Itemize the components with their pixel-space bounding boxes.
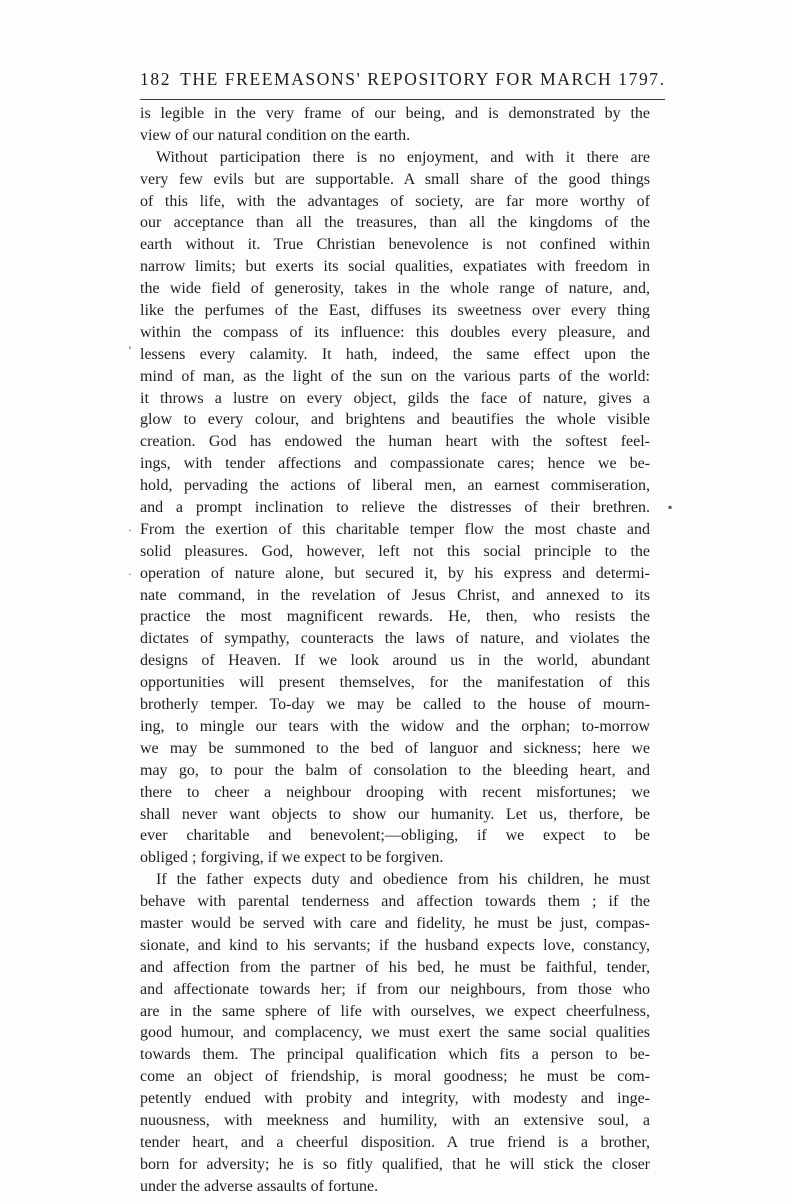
text-line: towards them. The principal qualification which fits a person to be- (140, 1046, 650, 1064)
text-line: Without participation there is no enjoyment, and with it there are (156, 148, 650, 166)
running-header (140, 69, 665, 90)
text-line: operation of nature alone, but secured it, by his express and determi- (140, 564, 650, 582)
text-line: ing, to mingle our tears with the widow and the orphan; to-morrow (140, 717, 650, 735)
text-line: it throws a lustre on every object, gilds the face of nature, gives a (140, 389, 650, 407)
text-line: opportunities will present themselves, for the manifestation of this (140, 674, 650, 692)
text-line: earth without it. True Christian benevolence is not confined within (140, 236, 650, 254)
header-rule (140, 99, 665, 100)
text-line: are in the same sphere of life with ourselves, we expect cheerfulness, (140, 1002, 650, 1020)
text-line: lessens every calamity. It hath, indeed, the same effect upon the (140, 345, 650, 363)
margin-speck: · (128, 523, 132, 537)
text-line: and affection from the partner of his bed, he must be faithful, tender, (140, 958, 650, 976)
text-line: If the father expects duty and obedience from his children, he must (156, 871, 650, 889)
text-line: the wide field of generosity, takes in the whole range of nature, and, (140, 280, 650, 298)
text-line: brotherly temper. To-day we may be called to the house of mourn- (140, 696, 650, 714)
text-line: within the compass of its influence: this doubles every pleasure, and (140, 323, 650, 341)
text-line: glow to every colour, and brightens and beautifies the whole visible (140, 411, 650, 429)
text-line: is legible in the very frame of our being, and is demonstrated by the (140, 105, 650, 122)
text-line: petently endued with probity and integrity, with modesty and inge- (140, 1090, 650, 1108)
text-line: narrow limits; but exerts its social qualities, expatiates with freedom in (140, 258, 650, 276)
text-line: like the perfumes of the East, diffuses its sweetness over every thing (140, 302, 650, 320)
text-line: born for adversity; he is so fitly qualified, that he will stick the closer (140, 1155, 650, 1173)
text-line: tender heart, and a cheerful disposition. A true friend is a brother, (140, 1133, 650, 1151)
text-line: master would be served with care and fidelity, he must be just, compas- (140, 914, 650, 932)
text-line: and a prompt inclination to relieve the distresses of their brethren. (140, 499, 650, 517)
text-line: hold, pervading the actions of liberal men, an earnest commiseration, (140, 477, 650, 495)
text-line: ings, with tender affections and compassionate cares; hence we be- (140, 455, 650, 473)
text-line: ever charitable and benevolent;—obliging, if we expect to be (140, 827, 650, 845)
text-line: mind of man, as the light of the sun on the various parts of the world: (140, 367, 650, 385)
text-line: designs of Heaven. If we look around us in the world, abundant (140, 652, 650, 670)
text-line: of this life, with the advantages of society, are far more worthy of (140, 192, 650, 210)
text-line: under the adverse assaults of fortune. (140, 1177, 379, 1195)
text-line: we may be summoned to the bed of languor and sickness; here we (140, 739, 650, 757)
text-line: nate command, in the revelation of Jesus Christ, and annexed to its (140, 586, 650, 604)
text-line: very few evils but are supportable. A small share of the good things (140, 170, 650, 188)
text-line: may go, to pour the balm of consolation to the bleeding heart, and (140, 761, 650, 779)
margin-speck: ▪ (668, 500, 673, 514)
text-line: there to cheer a neighbour drooping with recent misfortunes; we (140, 783, 650, 801)
text-line: practice the most magnificent rewards. He, then, who resists the (140, 608, 650, 626)
text-line: From the exertion of this charitable temper flow the most chaste and (140, 520, 650, 538)
margin-speck: · (128, 567, 132, 581)
text-line: and affectionate towards her; if from our neighbours, from those who (140, 980, 650, 998)
running-title: THE FREEMASONS' REPOSITORY FOR MARCH 1797. (180, 69, 666, 89)
text-line: obliged ; forgiving, if we expect to be forgiven. (140, 849, 444, 867)
margin-speck: ‘ (128, 343, 132, 357)
article-text (140, 103, 650, 1198)
text-line: solid pleasures. God, however, left not this social principle to the (140, 542, 650, 560)
page-number: 182 (140, 69, 172, 89)
text-line: dictates of sympathy, counteracts the laws of nature, and violates the (140, 630, 650, 648)
text-line: creation. God has endowed the human heart with the softest feel- (140, 433, 650, 451)
text-line: our acceptance than all the treasures, than all the kingdoms of the (140, 214, 650, 232)
text-line: behave with parental tenderness and affection towards them ; if the (140, 893, 650, 911)
text-line: good humour, and complacency, we must exert the same social qualities (140, 1024, 650, 1042)
text-line: nuousness, with meekness and humility, with an extensive soul, a (140, 1111, 650, 1129)
text-line: shall never want objects to show our humanity. Let us, therfore, be (140, 805, 650, 823)
text-line: come an object of friendship, is moral goodness; he must be com- (140, 1068, 650, 1086)
text-line: view of our natural condition on the earth. (140, 126, 411, 144)
text-line: sionate, and kind to his servants; if the husband expects love, constancy, (140, 936, 650, 954)
